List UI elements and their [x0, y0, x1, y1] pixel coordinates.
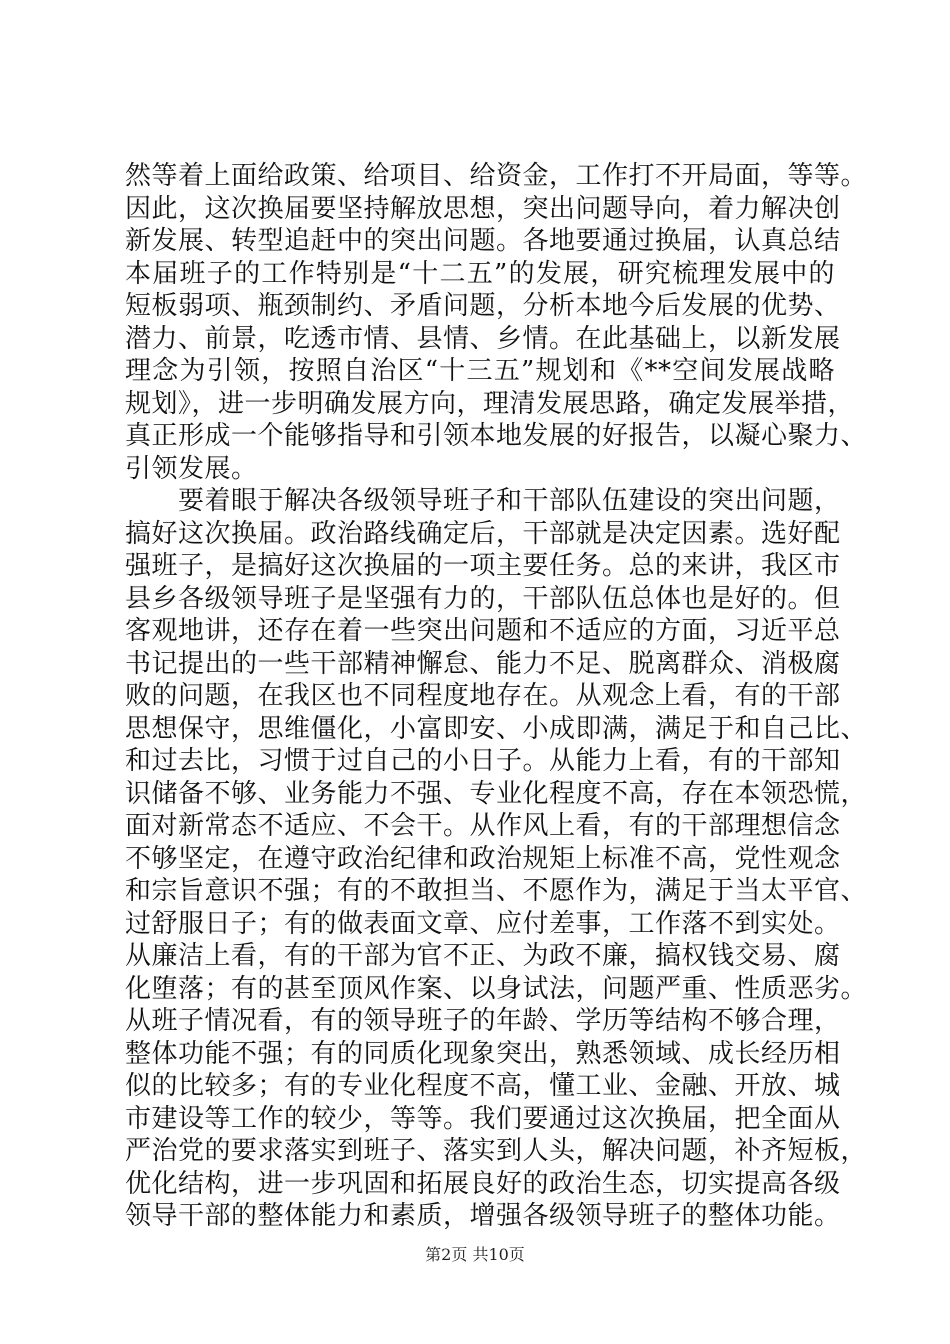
- text-line: 思想保守，思维僵化，小富即安、小成即满，满足于和自己比、: [125, 713, 868, 744]
- text-line: 严治党的要求落实到班子、落实到人头，解决问题，补齐短板，: [125, 1136, 868, 1166]
- body-text: [125, 160, 868, 1233]
- text-line: 领导干部的整体能力和素质，增强各级领导班子的整体功能。: [125, 1201, 841, 1231]
- text-line: 搞好这次换届。政治路线确定后，干部就是决定因素。选好配: [125, 518, 841, 549]
- text-line: 败的问题，在我区也不同程度地存在。从观念上看，有的干部: [125, 681, 841, 711]
- text-line: 潜力、前景，吃透市情、县情、乡情。在此基础上，以新发展: [125, 323, 841, 354]
- text-line: 新发展、转型追赶中的突出问题。各地要通过换届，认真总结: [125, 226, 841, 256]
- text-line: 然等着上面给政策、给项目、给资金，工作打不开局面，等等。: [125, 161, 868, 191]
- text-line: 和过去比，习惯于过自己的小日子。从能力上看，有的干部知: [125, 746, 841, 776]
- text-line: 理念为引领，按照自治区“十三五”规划和《**空间发展战略: [125, 356, 835, 386]
- text-line: 真正形成一个能够指导和引领本地发展的好报告，以凝心聚力、: [125, 421, 868, 451]
- text-line: 从班子情况看，有的领导班子的年龄、学历等结构不够合理，: [125, 1006, 841, 1036]
- text-line: 化堕落；有的甚至顶风作案、以身试法，问题严重、性质恶劣。: [125, 973, 868, 1004]
- text-line: 县乡各级领导班子是坚强有力的，干部队伍总体也是好的。但: [125, 583, 841, 614]
- text-line: 不够坚定，在遵守政治纪律和政治规矩上标准不高，党性观念: [125, 843, 841, 874]
- text-line: 似的比较多；有的专业化程度不高，懂工业、金融、开放、城: [125, 1071, 841, 1101]
- text-line: 本届班子的工作特别是“十二五”的发展，研究梳理发展中的: [125, 258, 835, 289]
- text-line: 强班子，是搞好这次换届的一项主要任务。总的来讲，我区市: [125, 551, 841, 581]
- paragraph: [125, 160, 868, 485]
- text-line: 识储备不够、业务能力不强、专业化程度不高，存在本领恐慌，: [125, 778, 868, 809]
- text-line: 因此，这次换届要坚持解放思想，突出问题导向，着力解决创: [125, 193, 841, 224]
- text-line: 客观地讲，还存在着一些突出问题和不适应的方面，习近平总: [125, 616, 841, 646]
- text-line: 整体功能不强；有的同质化现象突出，熟悉领域、成长经历相: [125, 1038, 841, 1069]
- text-line: 从廉洁上看，有的干部为官不正、为政不廉，搞权钱交易、腐: [125, 941, 841, 971]
- text-line: 短板弱项、瓶颈制约、矛盾问题，分析本地今后发展的优势、: [125, 291, 841, 321]
- text-line: 要着眼于解决各级领导班子和干部队伍建设的突出问题，: [125, 486, 841, 516]
- text-line: 市建设等工作的较少，等等。我们要通过这次换届，把全面从: [125, 1103, 841, 1134]
- text-line: 和宗旨意识不强；有的不敢担当、不愿作为，满足于当太平官、: [125, 876, 868, 906]
- page-footer: 第2页 共10页: [425, 1245, 525, 1264]
- text-line: 引领发展。: [125, 453, 258, 484]
- text-line: 过舒服日子；有的做表面文章、应付差事，工作落不到实处。: [125, 908, 841, 939]
- text-line: 规划》，进一步明确发展方向，理清发展思路，确定发展举措，: [125, 388, 855, 419]
- paragraph: [125, 485, 868, 1233]
- text-line: 书记提出的一些干部精神懈怠、能力不足、脱离群众、消极腐: [125, 648, 841, 679]
- text-line: 面对新常态不适应、不会干。从作风上看，有的干部理想信念: [125, 811, 841, 841]
- text-line: 优化结构，进一步巩固和拓展良好的政治生态，切实提高各级: [125, 1168, 841, 1199]
